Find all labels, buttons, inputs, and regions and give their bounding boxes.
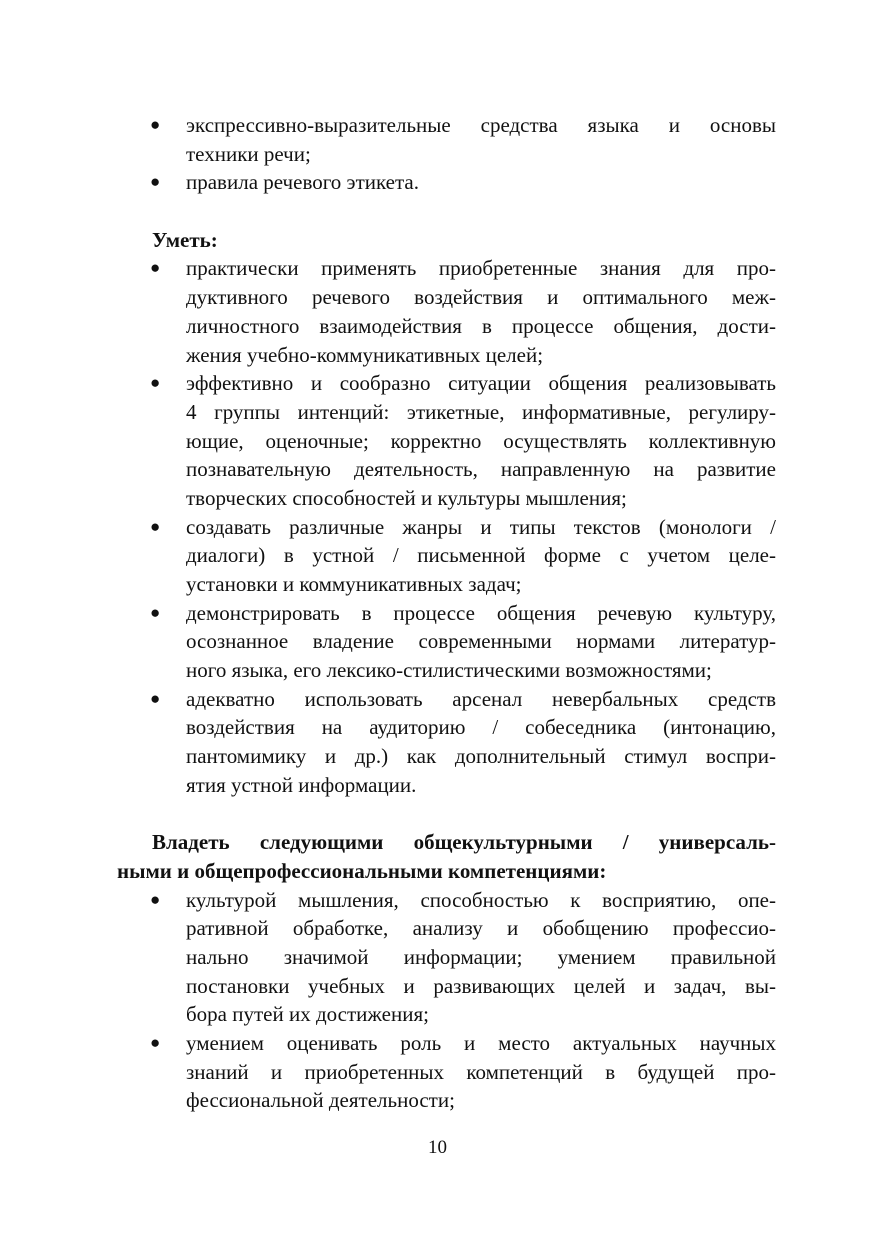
list-item-line: постановки учебных и развивающих целей и задач, вы- (186, 973, 776, 998)
list-item-line: диалоги) в устной / письменной форме с учетом целе- (186, 543, 776, 568)
bullet-list-knowledge (0, 111, 875, 197)
bullet-icon: ● (150, 115, 161, 134)
list-item-line: 4 группы интенций: этикетные, информативные, регулиру- (186, 399, 776, 424)
bullet-icon: ● (150, 889, 161, 909)
list-item-line: бора путей их достижения; (186, 1002, 429, 1027)
list-item-line: ного языка, его лексико-стилистическими возможностями; (186, 658, 712, 683)
list-item-line: ющие, оценочные; корректно осуществлять коллективную (186, 428, 776, 453)
list-item-line: познавательную деятельность, направленную на развитие (186, 457, 776, 482)
list-item-line: жения учебно-коммуникативных целей; (186, 342, 544, 367)
list-item-line: техники речи; (186, 141, 311, 166)
bullet-icon: ● (150, 1033, 161, 1052)
list-item (0, 111, 875, 168)
list-item-line: творческих способностей и культуры мышления; (186, 485, 627, 510)
list-item-line: правила речевого этикета. (186, 170, 419, 195)
list-item-line: ративной обработке, анализу и обобщению профессио- (186, 916, 776, 941)
list-item-line: установки и коммуникативных задач; (186, 572, 522, 596)
list-item-line: знаний и приобретенных компетенций в будущей про- (186, 1059, 776, 1084)
list-item-line: демонстрировать в процессе общения речевую культуру, (186, 600, 776, 625)
list-item-line: создавать различные жанры и типы текстов (монологи / (186, 514, 776, 539)
list-item (0, 886, 875, 1029)
list-item-line: нально значимой информации; умением правильной (186, 944, 776, 969)
list-item (0, 685, 875, 800)
list-item-line: фессиональной деятельности; (186, 1088, 455, 1113)
bullet-icon: ● (150, 516, 161, 536)
list-item-line: ятия устной информации. (186, 772, 417, 797)
list-item (0, 254, 875, 369)
bullet-list-skills (0, 254, 875, 799)
list-item-line: эффективно и сообразно ситуации общения реализовывать (186, 371, 776, 396)
list-item (0, 369, 875, 512)
list-item-line: практически применять приобретенные знания для про- (186, 256, 776, 281)
section-heading-vladet-line2: ными и общепрофессиональными компетенциями: (117, 858, 607, 883)
bullet-icon: ● (150, 172, 161, 192)
section-heading-vladet-line1: Владеть следующими общекультурными / универсаль- (152, 830, 776, 855)
list-item-line: пантомимику и др.) как дополнительный стимул воспри- (186, 744, 776, 769)
list-item-line: экспрессивно-выразительные средства языка и основы (186, 113, 776, 137)
list-item-line: адекватно использовать арсенал невербальных средств (186, 686, 776, 711)
document-page (0, 111, 875, 1115)
section-heading-umet: Уметь: (152, 227, 218, 252)
list-item (0, 168, 875, 197)
list-item (0, 513, 875, 599)
list-item (0, 1029, 875, 1115)
list-item-line: осознанное владение современными нормами литератур- (186, 629, 776, 654)
bullet-icon: ● (150, 258, 161, 278)
page-number: 10 (428, 1137, 447, 1158)
list-item-line: воздействия на аудиторию / собеседника (интонацию, (186, 715, 776, 740)
list-item-line: личностного взаимодействия в процессе общения, дости- (186, 313, 776, 338)
bullet-icon: ● (150, 602, 161, 622)
bullet-icon: ● (150, 373, 161, 393)
list-item-line: дуктивного речевого воздействия и оптимального меж- (186, 285, 776, 310)
list-item-line: умением оценивать роль и место актуальных научных (186, 1031, 776, 1055)
bullet-icon: ● (150, 688, 161, 708)
list-item-line: культурой мышления, способностью к восприятию, опе- (186, 887, 776, 912)
bullet-list-competencies (0, 886, 875, 1116)
list-item (0, 599, 875, 685)
